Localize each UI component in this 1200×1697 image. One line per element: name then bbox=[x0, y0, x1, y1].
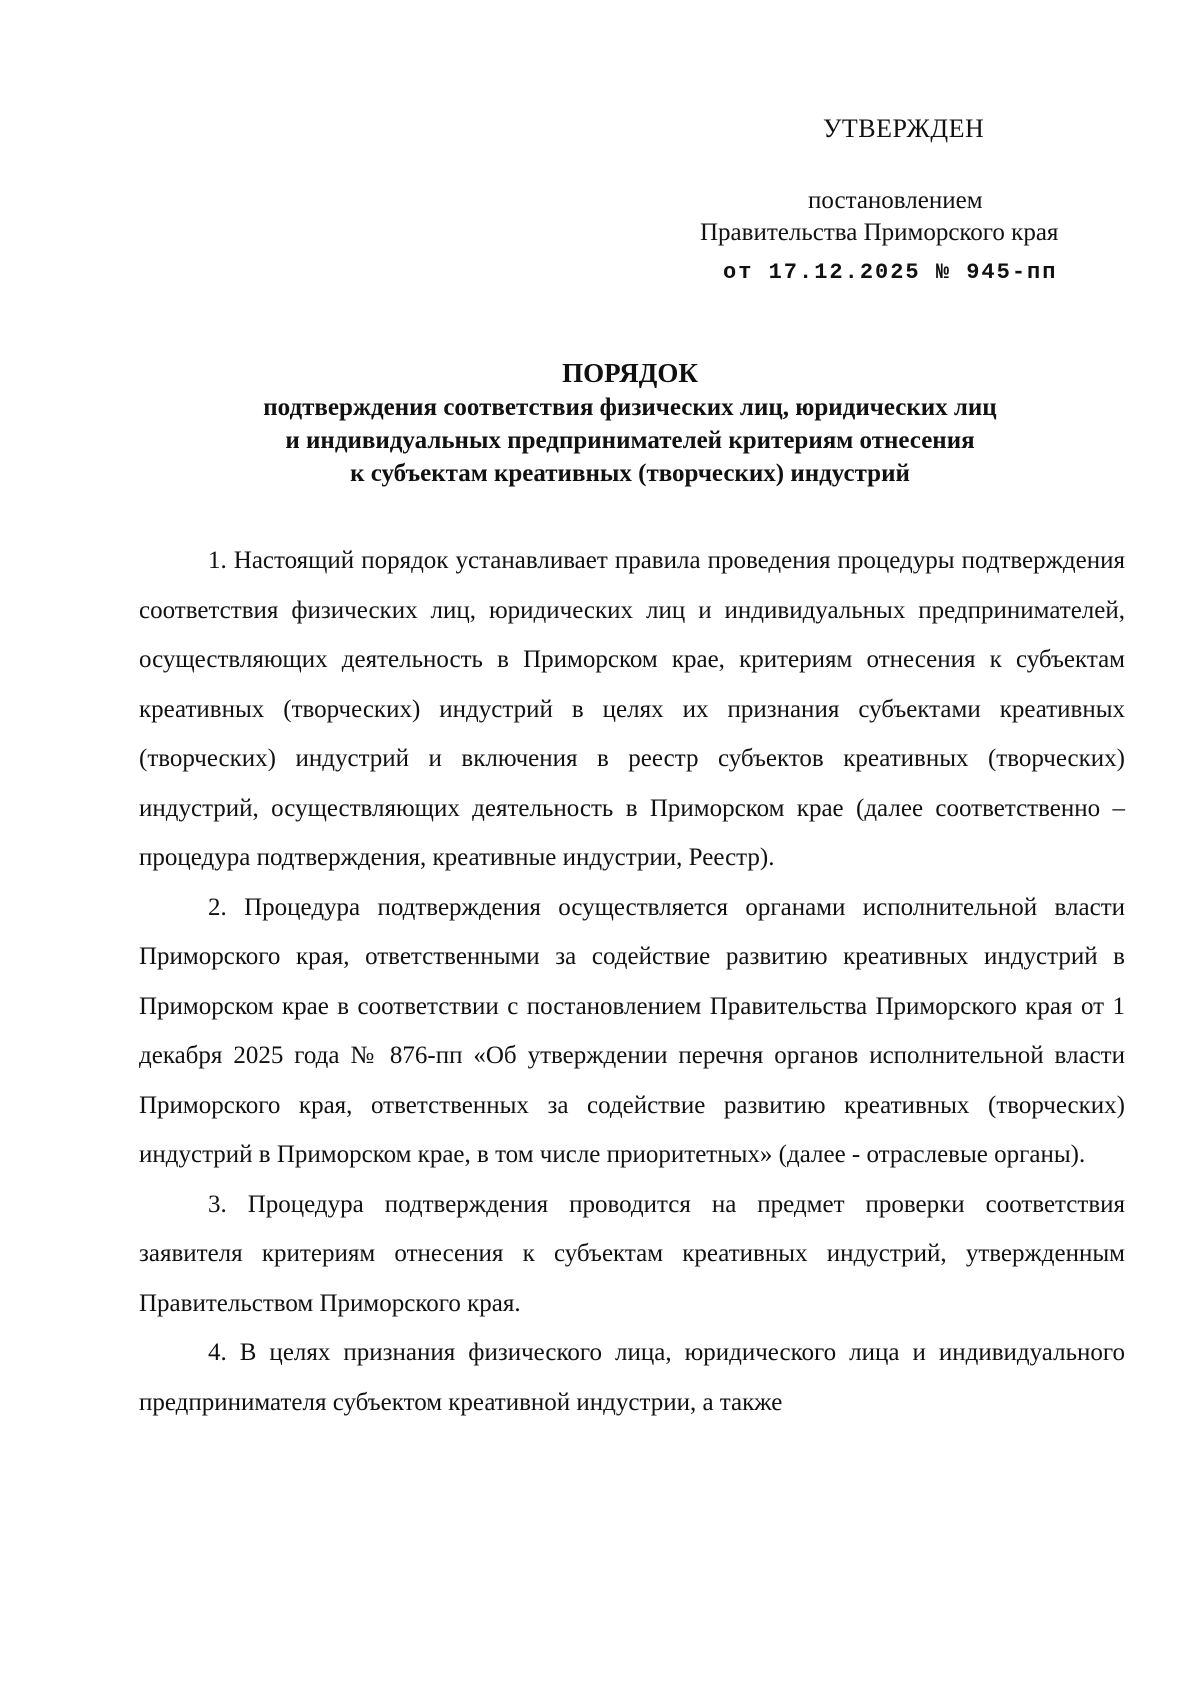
decree-reference-line-1: постановлением bbox=[808, 187, 983, 214]
title-main: ПОРЯДОК bbox=[562, 358, 698, 388]
decree-date-number: от 17.12.2025 № 945-пп bbox=[723, 260, 1058, 285]
title-line-1: подтверждения соответствия физических лиц, юридических лиц bbox=[263, 394, 997, 421]
paragraph-3: 3. Процедура подтверждения проводится на предмет проверки соответствия заявителя критериям отнесения к субъектам креативных индустрий, утвержденным Правительством Приморского края. bbox=[139, 1190, 1125, 1317]
paragraph-1: 1. Настоящий порядок устанавливает правила проведения процедуры подтверждения соответствия физических лиц, юридических лиц и индивидуальных предпринимателей, осуществляющих деятельность в Приморском крае, критериям отнесения к субъектам креативных (творческих) индустрий в целях их признания субъектами креативных (творческих) индустрий и включения в реестр субъектов креативных (творческих) индустрий, осуществляющих деятельность в Приморском крае (далее соответственно – процедура подтверждения, креативные индустрии, Реестр). bbox=[139, 547, 1125, 871]
title-line-2: и индивидуальных предпринимателей критериям отнесения bbox=[285, 427, 975, 454]
decree-reference-line-2: Правительства Приморского края bbox=[700, 219, 1059, 246]
paragraph-4: 4. В целях признания физического лица, юридического лица и индивидуального предпринимателя субъектом креативной индустрии, а также bbox=[139, 1339, 1125, 1416]
title-line-3: к субъектам креативных (творческих) индустрий bbox=[350, 460, 910, 487]
approval-stamp-heading: УТВЕРЖДЕН bbox=[823, 114, 985, 143]
document-title bbox=[130, 355, 1130, 490]
document-body bbox=[139, 536, 1125, 1427]
paragraph-2: 2. Процедура подтверждения осуществляется органами исполнительной власти Приморского края, ответственными за содействие развитию креативных индустрий в Приморском крае в соответствии с постановлением Правительства Приморского края от 1 декабря 2025 года № 876-пп «Об утверждении перечня органов исполнительной власти Приморского края, ответственных за содействие развитию креативных (творческих) индустрий в Приморском крае, в том числе приоритетных» (далее - отраслевые органы). bbox=[139, 893, 1125, 1168]
